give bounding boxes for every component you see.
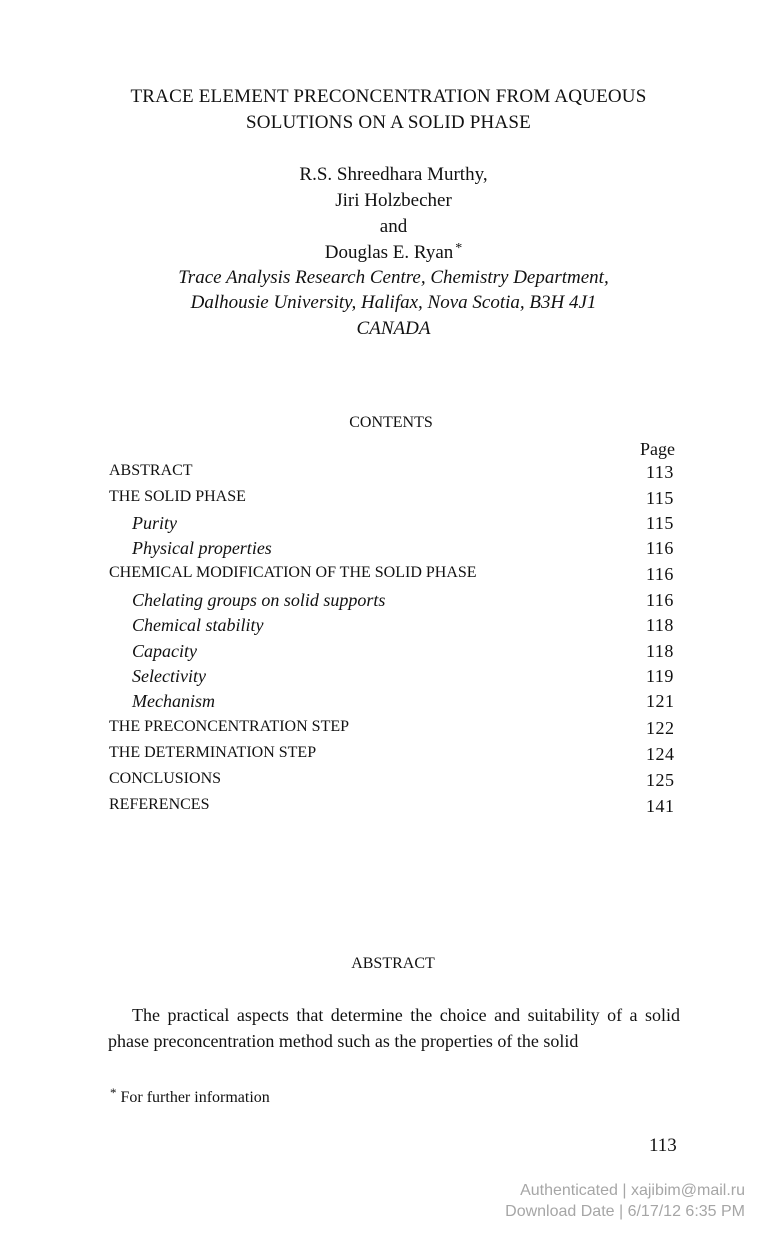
author-3-footnote-mark: * xyxy=(455,241,463,256)
title-line-2: SOLUTIONS ON A SOLID PHASE xyxy=(246,112,531,133)
toc-entry-label: Purity xyxy=(132,513,177,533)
toc-entry-label: REFERENCES xyxy=(109,796,210,813)
toc-entry xyxy=(0,590,777,615)
toc-entry-page: 115 xyxy=(646,488,674,508)
toc-entry-label: Capacity xyxy=(132,641,197,661)
footnote xyxy=(110,1085,270,1107)
toc-entry xyxy=(0,488,777,513)
toc-entry-page: 113 xyxy=(646,462,674,482)
download-watermark xyxy=(505,1180,745,1222)
watermark-line-2: Download Date | 6/17/12 6:35 PM xyxy=(505,1203,745,1220)
abstract-heading: ABSTRACT xyxy=(351,955,435,972)
author-conjunction: and xyxy=(379,216,408,237)
toc-entry-label: CONCLUSIONS xyxy=(109,770,222,787)
footnote-text: For further information xyxy=(120,1089,270,1106)
toc-entry-label: Selectivity xyxy=(132,666,206,686)
abstract-paragraph: The practical aspects that determine the choice and suitability of a solid phase preconcentration method such as the properties of the solid xyxy=(108,1005,680,1051)
toc-entry xyxy=(0,641,777,666)
affiliation-line-2: Dalhousie University, Halifax, Nova Scotia, B3H 4J1 xyxy=(190,292,597,313)
page-number: 113 xyxy=(649,1135,677,1156)
toc-entry xyxy=(0,691,777,716)
title-line-1: TRACE ELEMENT PRECONCENTRATION FROM AQUEOUS xyxy=(130,86,647,107)
watermark-line-1: Authenticated | xajibim@mail.ru xyxy=(520,1182,745,1199)
contents-heading: CONTENTS xyxy=(349,414,433,431)
toc-entry xyxy=(0,462,777,487)
toc-entry-label: Mechanism xyxy=(132,691,215,711)
author-3-line xyxy=(0,241,777,264)
toc-entry-page: 116 xyxy=(646,590,674,610)
toc-entry-label: Chemical stability xyxy=(132,615,264,635)
toc-entry-page: 116 xyxy=(646,538,674,558)
toc-entry xyxy=(0,796,777,821)
author-3: Douglas E. Ryan xyxy=(324,242,454,263)
toc-entry-page: 115 xyxy=(646,513,674,533)
toc-entry-page: 122 xyxy=(646,718,675,738)
toc-entry-page: 118 xyxy=(646,615,674,635)
affiliation-line-1: Trace Analysis Research Centre, Chemistry Department, xyxy=(178,267,609,288)
toc-entry-label: THE SOLID PHASE xyxy=(109,488,246,505)
toc-entry xyxy=(0,770,777,795)
toc-entry-page: 119 xyxy=(646,666,674,686)
toc-entry-page: 121 xyxy=(646,691,675,711)
toc-entry-page: 125 xyxy=(646,770,675,790)
toc-entry-page: 124 xyxy=(646,744,675,764)
toc-entry-label: THE PRECONCENTRATION STEP xyxy=(109,718,350,735)
toc-entry xyxy=(0,615,777,640)
author-1: R.S. Shreedhara Murthy, xyxy=(299,164,488,185)
footnote-mark: * xyxy=(110,1085,117,1100)
affiliation-line-3: CANADA xyxy=(356,318,431,339)
toc-entry-page: 141 xyxy=(646,796,675,816)
toc-entry-label: Chelating groups on solid supports xyxy=(132,590,386,610)
contents-page-column-heading: Page xyxy=(640,439,675,459)
toc-entry-label: Physical properties xyxy=(132,538,272,558)
toc-entry xyxy=(0,538,777,563)
toc-entry-page: 118 xyxy=(646,641,674,661)
toc-entry xyxy=(0,666,777,691)
toc-entry xyxy=(0,718,777,743)
toc-entry-label: ABSTRACT xyxy=(109,462,193,479)
toc-entry-page: 116 xyxy=(646,564,674,584)
toc-entry-label: THE DETERMINATION STEP xyxy=(109,744,317,761)
toc-entry-label: CHEMICAL MODIFICATION OF THE SOLID PHASE xyxy=(109,564,477,581)
toc-entry xyxy=(0,564,777,589)
toc-entry xyxy=(0,744,777,769)
toc-entry xyxy=(0,513,777,538)
author-2: Jiri Holzbecher xyxy=(335,190,452,211)
